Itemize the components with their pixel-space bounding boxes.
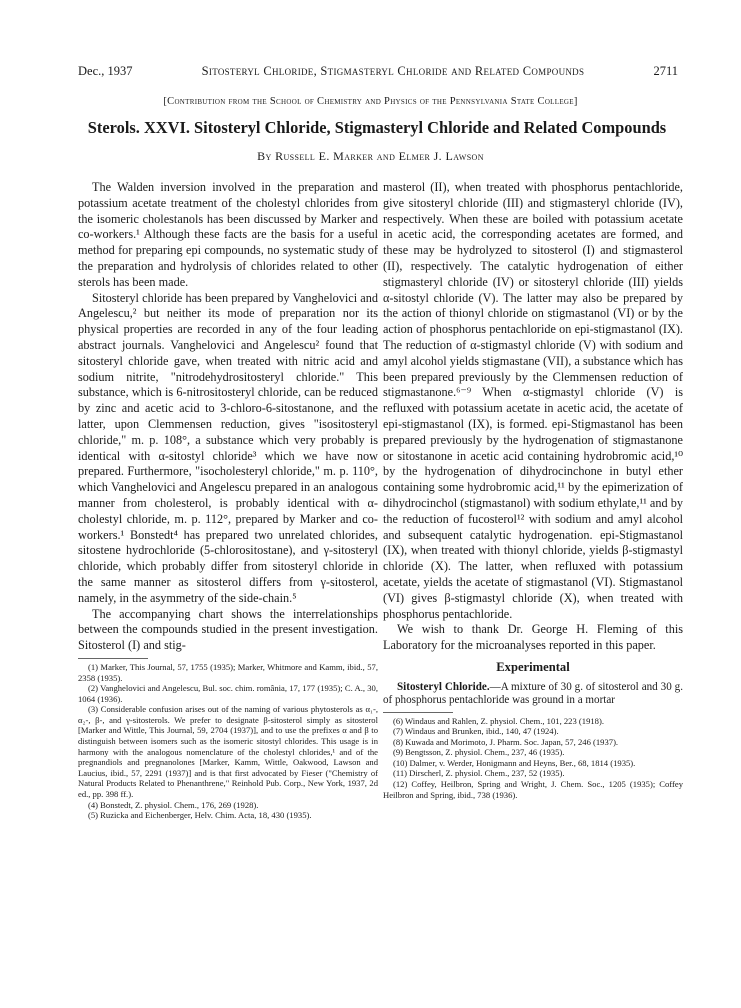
footnote: (2) Vanghelovici and Angelescu, Bul. soc. chim. românia, 17, 177 (1935); C. A., 30, 1064 (1936). [78, 683, 378, 704]
experimental-heading: Experimental [496, 659, 570, 674]
article-authors: By Russell E. Marker and Elmer J. Lawson [257, 149, 484, 163]
footnote: (5) Ruzicka and Eichenberger, Helv. Chim. Acta, 18, 430 (1935). [88, 810, 312, 821]
experimental-text: —A mixture of 30 g. of sitosterol and 30 g. of phosphorus pentachloride was ground in a mortar [383, 680, 683, 707]
running-header [78, 64, 678, 79]
body-paragraph: We wish to thank Dr. George H. Fleming of this Laboratory for the microanalyses reported in this paper. [383, 622, 683, 653]
body-paragraph: The Walden inversion involved in the preparation and potassium acetate treatment of the cholestyl chlorides from the isomeric cholestanols has been discussed by Marker and co-workers.¹ Although these facts are the basis for a useful method for preparing epi compounds, no systematic study of the preparation and hydrolysis of chlorides related to other sterols has been made. [78, 180, 378, 289]
footnote: (11) Dirscherl, Z. physiol. Chem., 237, 52 (1935). [393, 768, 565, 779]
body-paragraph: masterol (II), when treated with phosphorus pentachloride, give sitosteryl chloride (III) and stigmasteryl chloride (IV), respectively. When these are boiled with potassium acetate in acetic acid, the corresponding acetates are formed, and these may be hydrolyzed to sitosterol (I) and stigmasterol (II), respectively. The catalytic hydrogenation of either stigmasteryl chloride (IV) or sitosteryl chloride (III) yields α-sitostyl chloride (V). The latter may also be prepared by the action of thionyl chloride on stigmastanol (VI) or by the action of phosphorus pentachloride on epi-stigmastanol (IX). The reduction of α-stigmastyl chloride (V) with sodium and amyl alcohol yields stigmastane (VII), a substance which has been prepared previously by the Clemmensen reduction of stigmastanone.⁶⁻⁹ When α-stigmastyl chloride (V) is refluxed with potassium acetate in acetic acid, the acetate of epi-stigmastanol (IX), is formed. epi-Stigmastanol has been prepared previously by the hydrogenation of stigmastanone or sitostanone in acetic acid containing hydrobromic acid,¹⁰ by the hydrogenation of dihydrocinchone in butyl ether containing some hydrobromic acid,¹¹ by the epimerization of dihydrocinchol (stigmastanol) with sodium ethylate,¹¹ and by the reduction of fucosterol¹² with sodium and amyl alcohol and subsequent catalytic hydrogenation. epi-Stigmastanol (IX), when treated with thionyl chloride, yields β-stigmastyl chloride (X). The latter, when refluxed with potassium acetate, yields the acetate of stigmastanol (VI). Stigmastanol (VI) gives β-stigmastyl chloride (X), when treated with phosphorus pentachloride. [383, 180, 683, 621]
body-paragraph: Sitosteryl chloride has been prepared by Vanghelovici and Angelescu,² but neither its mode of preparation nor its physical properties are recorded in any of the four leading abstract journals. Vanghelovici and Angelescu² found that sitosteryl chloride gave, when treated with nitric acid and sodium nitrite, "nitrodehydrositosteryl chloride." This substance, which is 6-nitrositosteryl chloride, can be reduced by zinc and acetic acid to 3-chloro-6-sitostanone, and the latter, upon Clemmensen reduction, gives "isositosteryl chloride," m. p. 108°, a substance which very probably is identical with α-sitostyl chloride³ which we have now prepared. Furthermore, "isocholesteryl chloride," m. p. 110°, which Vanghelovici and Angelescu prepared in an analogous manner from cholesterol, is probably identical with α-cholestyl chloride, m. p. 112°, prepared by Marker and co-workers.¹ Bonstedt⁴ has prepared two unrelated chlorides, sitostene hydrochloride (5-chlorositostane), and γ-sitosteryl chloride, which probably differ from sitosteryl chloride in the same manner as sitosterol differs from γ-sitosterol, namely, in the asymmetry of the side-chain.⁵ [78, 290, 378, 605]
footnote: (7) Windaus and Brunken, ibid., 140, 47 (1924). [393, 726, 559, 737]
footnotes-right [383, 716, 683, 801]
footnote: (3) Considerable confusion arises out of the naming of various phytosterols as α₁-, α₂-, β-, and γ-sitosterols. We prefer to designate β-sitosterol simply as sitosterol [Marker and Wittle, This Journal, 59, 2704 (1937)], and to use the prefixes α and β to distinguish between isomers such as the isomeric sitostyl chlorides. This usage is in harmony with the analogous nomenclature of the cholestyl chlorides,¹ and of the pregnandiols and pregnanolones [Marker, Kamm, Wittle, Oakwood, Lawson and Laucius, ibid., 57, 2291 (1937)] and is that first advocated by Fieser ("Chemistry of Natural Products Related to Phenanthrene," Reinhold Pub. Corp., New York, 1937, 2d ed., pp. 398 ff.). [78, 704, 378, 800]
footnote: (9) Bengtsson, Z. physiol. Chem., 237, 46 (1935). [393, 747, 565, 758]
header-page-number: 2711 [653, 64, 678, 78]
footnote: (12) Coffey, Heilbron, Spring and Wright, J. Chem. Soc., 1205 (1935); Coffey Heilbron and Spring, ibid., 738 (1936). [383, 779, 683, 800]
footnote-rule [78, 658, 148, 659]
article-title: Sterols. XXVI. Sitosteryl Chloride, Stigmasteryl Chloride and Related Compounds [87, 118, 667, 137]
experimental-run-in: Sitosteryl Chloride. [397, 680, 490, 693]
footnote: (8) Kuwada and Morimoto, J. Pharm. Soc. Japan, 57, 246 (1937). [393, 736, 619, 747]
experimental-section [383, 681, 683, 708]
contribution-line: [Contribution from the School of Chemistry and Physics of the Pennsylvania State College] [163, 96, 578, 107]
footnote-rule [383, 712, 453, 713]
footnote: (10) Dalmer, v. Werder, Honigmann and Heyns, Ber., 68, 1814 (1935). [393, 757, 636, 768]
right-column [383, 180, 683, 800]
footnote: (6) Windaus and Rahlen, Z. physiol. Chem., 101, 223 (1918). [393, 715, 604, 726]
body-paragraph: The accompanying chart shows the interrelationships between the compounds studied in the present investigation. Sitosterol (I) and stig- [78, 606, 378, 653]
header-running-title: Sitosteryl Chloride, Stigmasteryl Chloride and Related Compounds [201, 64, 585, 78]
footnote: (4) Bonstedt, Z. physiol. Chem., 176, 269 (1928). [88, 799, 259, 810]
footnotes-left [78, 662, 378, 821]
footnote: (1) Marker, This Journal, 57, 1755 (1935); Marker, Whitmore and Kamm, ibid., 57, 2358 (1935). [78, 661, 378, 683]
left-column [78, 180, 378, 821]
header-date: Dec., 1937 [78, 64, 133, 78]
experimental-paragraph [383, 681, 683, 708]
